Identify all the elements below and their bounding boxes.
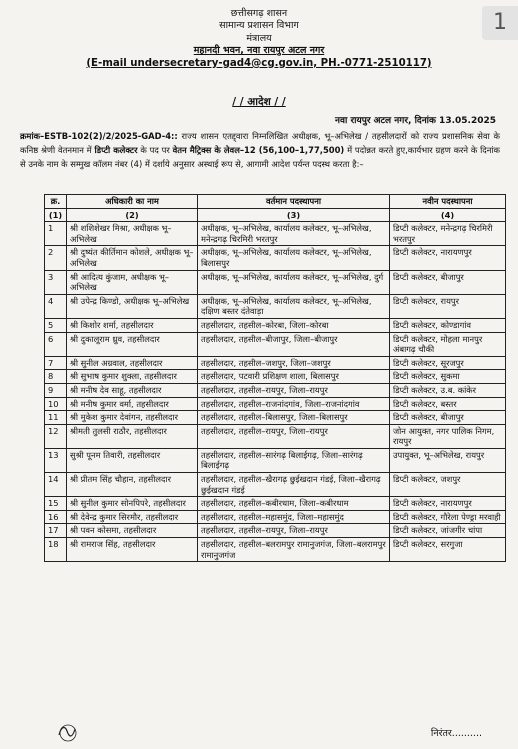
new-posting-cell: डिप्टी कलेक्टर, सूरजपुर [390, 356, 506, 370]
header-current-posting: वर्तमान पदस्थापना [198, 195, 390, 209]
posting-table [44, 194, 506, 562]
serial-cell: 17 [45, 524, 67, 538]
current-posting-cell: तहसीलदार, तहसील–महासमुंद, जिला–महासमुंद [198, 510, 390, 524]
table-row [45, 473, 506, 497]
new-posting-cell: डिप्टी कलेक्टर, बीजापुर [390, 411, 506, 425]
current-posting-cell: तहसीलदार, तहसील–कबीरधाम, जिला–कबीरधाम [198, 497, 390, 511]
header-email: (E-mail undersecretary-gad4@cg.gov.in, PH.-0771-2510117) [86, 57, 432, 69]
new-posting-cell: डिप्टी कलेक्टर, बीजापुर [390, 270, 506, 294]
new-posting-cell: डिप्टी कलेक्टर, सरगुजा [390, 538, 506, 562]
table-row [45, 538, 506, 562]
serial-cell: 6 [45, 332, 67, 356]
new-posting-cell: डिप्टी कलेक्टर, मनेन्द्रगढ़ चिरमिरी भरतपुर [390, 222, 506, 246]
table-column-number-row [45, 208, 506, 222]
intro-text-3: में पदोन्नत करते हुए,कार्यभार ग्रहण करने के दिनांक से उनके नाम के सम्मुख कॉलम नंबर (4) में दर्शाये अनुसार अस्थाई रूप से, आगामी आदेश पर्यन्त पदस्थ करता है:– [20, 144, 500, 169]
officer-name-cell: सुश्री पूनम तिवारी, तहसीलदार [67, 448, 198, 472]
table-body [45, 222, 506, 562]
serial-cell: 1 [45, 222, 67, 246]
page-number-badge: 1 [482, 6, 518, 40]
serial-cell: 13 [45, 448, 67, 472]
officer-name-cell: श्री उपेन्द्र किण्डो, अधीक्षक भू–अभिलेख [67, 294, 198, 318]
serial-cell: 15 [45, 497, 67, 511]
new-posting-cell: डिप्टी कलेक्टर, कोण्डागांव [390, 318, 506, 332]
new-posting-cell: डिप्टी कलेक्टर, जांजगीर चांपा [390, 524, 506, 538]
officer-name-cell: श्री मनीष कुमार वर्मा, तहसीलदार [67, 397, 198, 411]
header-officer-name: अधिकारी का नाम [67, 195, 198, 209]
table-row [45, 270, 506, 294]
table-row [45, 246, 506, 270]
serial-cell: 12 [45, 424, 67, 448]
order-intro-paragraph [20, 130, 500, 171]
order-number: क्रमांक–ESTB-102(2)/2/2025-GAD-4:: [20, 131, 178, 141]
table-header-row [45, 195, 506, 209]
officer-name-cell: श्री सुभाष कुमार शुक्ला, तहसीलदार [67, 370, 198, 384]
serial-cell: 11 [45, 411, 67, 425]
officer-name-cell: श्री मनीष देव साहू, तहसीलदार [67, 383, 198, 397]
header-new-posting: नवीन पदस्थापना [390, 195, 506, 209]
current-posting-cell: तहसीलदार, तहसील–बीजापुर, जिला–बीजापुर [198, 332, 390, 356]
new-posting-cell: जोन आयुक्त, नगर पालिक निगम, रायपुर [390, 424, 506, 448]
table-row [45, 222, 506, 246]
current-posting-cell: तहसीलदार, तहसील–रायपुर, जिला–रायपुर [198, 383, 390, 397]
new-posting-cell: डिप्टी कलेक्टर, जशपुर [390, 473, 506, 497]
col-number: (1) [45, 208, 67, 222]
officer-name-cell: श्री दुष्यंत कीर्तिमान कोशले, अधीक्षक भू–अभिलेख [67, 246, 198, 270]
header-address: महानदी भवन, नवा रायपुर अटल नगर [193, 45, 325, 57]
header-line-1: छत्तीसगढ़ शासन [230, 8, 288, 19]
col-number: (2) [67, 208, 198, 222]
officer-name-cell: श्री सुनील अग्रवाल, तहसीलदार [67, 356, 198, 370]
table-row [45, 370, 506, 384]
serial-cell: 5 [45, 318, 67, 332]
new-posting-cell: डिप्टी कलेक्टर, रायपुर [390, 294, 506, 318]
current-posting-cell: तहसीलदार, तहसील–रायपुर, जिला–रायपुर [198, 524, 390, 538]
officer-name-cell: श्रीमती तुलसी राठौर, तहसीलदार [67, 424, 198, 448]
current-posting-cell: तहसीलदार, तहसील–राजनांदगांव, जिला–राजनांदगांव [198, 397, 390, 411]
current-posting-cell: अधीक्षक, भू–अभिलेख, कार्यालय कलेक्टर, भू–अभिलेख, मनेन्द्रगढ़ चिरमिरी भरतपुर [198, 222, 390, 246]
intro-text-1: राज्य शासन एतद्द्वारा निम्नलिखित अधीक्षक, भू–अभिलेख / तहसीलदारों को राज्य प्रशासनिक सेवा के कनिष्ठ श्रेणी वेतनमान में [20, 131, 500, 155]
intro-bold-2: वेतन मैट्रिक्स के लेवल–12 (56,100–1,77,500) [172, 144, 345, 155]
table-row [45, 524, 506, 538]
header-serial: क्र. [45, 195, 67, 209]
serial-cell: 16 [45, 510, 67, 524]
current-posting-cell: तहसीलदार, तहसील–कोरबा, जिला–कोरबा [198, 318, 390, 332]
officer-name-cell: श्री दुकालूराम ध्रुव, तहसीलदार [67, 332, 198, 356]
table-row [45, 356, 506, 370]
officer-name-cell: श्री पवन कोसमा, तहसीलदार [67, 524, 198, 538]
current-posting-cell: अधीक्षक, भू–अभिलेख, कार्यालय कलेक्टर, भू–अभिलेख, दुर्ग [198, 270, 390, 294]
place-date: नवा रायपुर अटल नगर, दिनांक 13.05.2025 [335, 116, 496, 126]
table-row [45, 397, 506, 411]
table-row [45, 448, 506, 472]
serial-cell: 8 [45, 370, 67, 384]
continued-note: निरंतर.......... [430, 728, 482, 739]
letterhead [0, 8, 518, 70]
new-posting-cell: डिप्टी कलेक्टर, उ.ब. कांकेर [390, 383, 506, 397]
current-posting-cell: तहसीलदार, तहसील–बिलासपुर, जिला–बिलासपुर [198, 411, 390, 425]
table-row [45, 510, 506, 524]
officer-name-cell: श्री किशोर शर्मा, तहसीलदार [67, 318, 198, 332]
serial-cell: 18 [45, 538, 67, 562]
officer-name-cell: श्री शशिशेखर मिश्रा, अधीक्षक भू–अभिलेख [67, 222, 198, 246]
serial-cell: 9 [45, 383, 67, 397]
serial-cell: 7 [45, 356, 67, 370]
current-posting-cell: तहसीलदार, तहसील–रायपुर, जिला–रायपुर [198, 424, 390, 448]
table-row [45, 411, 506, 425]
table-row [45, 318, 506, 332]
officer-name-cell: श्री देवेन्द्र कुमार सिरमौर, तहसीलदार [67, 510, 198, 524]
header-line-3: मंत्रालय [246, 32, 272, 44]
serial-cell: 2 [45, 246, 67, 270]
intro-bold-1: डिप्टी कलेक्टर [94, 144, 138, 155]
current-posting-cell: तहसीलदार, पटवारी प्रशिक्षण शाला, बिलासपुर [198, 370, 390, 384]
officer-name-cell: श्री रामराज सिंह, तहसीलदार [67, 538, 198, 562]
table-row [45, 424, 506, 448]
new-posting-cell: डिप्टी कलेक्टर, नारायणपुर [390, 246, 506, 270]
table-row [45, 294, 506, 318]
header-line-2: सामान्य प्रशासन विभाग [219, 20, 299, 32]
new-posting-cell: डिप्टी कलेक्टर, नारायणपुर [390, 497, 506, 511]
intro-text-2: के पद पर [137, 144, 173, 155]
officer-name-cell: श्री सुनील कुमार सोनपिपरे, तहसीलदार [67, 497, 198, 511]
table-row [45, 383, 506, 397]
current-posting-cell: तहसीलदार, तहसील–बलरामपुर रामानुजगंज, जिला–बलरामपुर रामानुजगंज [198, 538, 390, 562]
serial-cell: 3 [45, 270, 67, 294]
officer-name-cell: श्री प्रीतम सिंह चौहान, तहसीलदार [67, 473, 198, 497]
col-number: (4) [390, 208, 506, 222]
serial-cell: 10 [45, 397, 67, 411]
new-posting-cell: डिप्टी कलेक्टर, सुकमा [390, 370, 506, 384]
col-number: (3) [198, 208, 390, 222]
table-row [45, 497, 506, 511]
new-posting-cell: डिप्टी कलेक्टर, मोहला मानपुर अंबागढ़ चौकी [390, 332, 506, 356]
current-posting-cell: तहसीलदार, तहसील–जशपुर, जिला–जशपुर [198, 356, 390, 370]
new-posting-cell: उपायुक्त, भू–अभिलेख, रायपुर [390, 448, 506, 472]
current-posting-cell: तहसीलदार, तहसील–खैरागढ़ छुईखदान गंडई, जिला–खैरागढ़ छुईखदान गंडई [198, 473, 390, 497]
officer-name-cell: श्री आदित्य कुंजाम, अधीक्षक भू–अभिलेख [67, 270, 198, 294]
current-posting-cell: अधीक्षक, भू–अभिलेख, कार्यालय कलेक्टर, भू–अभिलेख, दक्षिण बस्तर दंतेवाड़ा [198, 294, 390, 318]
signature-mark [56, 721, 78, 743]
current-posting-cell: तहसीलदार, तहसील–सारंगढ़ बिलाईगढ़, जिला–सारंगढ़ बिलाईगढ़ [198, 448, 390, 472]
order-title: / / आदेश / / [232, 96, 286, 108]
officer-name-cell: श्री मुकेश कुमार देवांगन, तहसीलदार [67, 411, 198, 425]
new-posting-cell: डिप्टी कलेक्टर, गौरेला पेण्ड्रा मरवाही [390, 510, 506, 524]
serial-cell: 14 [45, 473, 67, 497]
table-row [45, 332, 506, 356]
current-posting-cell: अधीक्षक, भू–अभिलेख, कार्यालय कलेक्टर, भू–अभिलेख, बिलासपुर [198, 246, 390, 270]
new-posting-cell: डिप्टी कलेक्टर, बस्तर [390, 397, 506, 411]
serial-cell: 4 [45, 294, 67, 318]
